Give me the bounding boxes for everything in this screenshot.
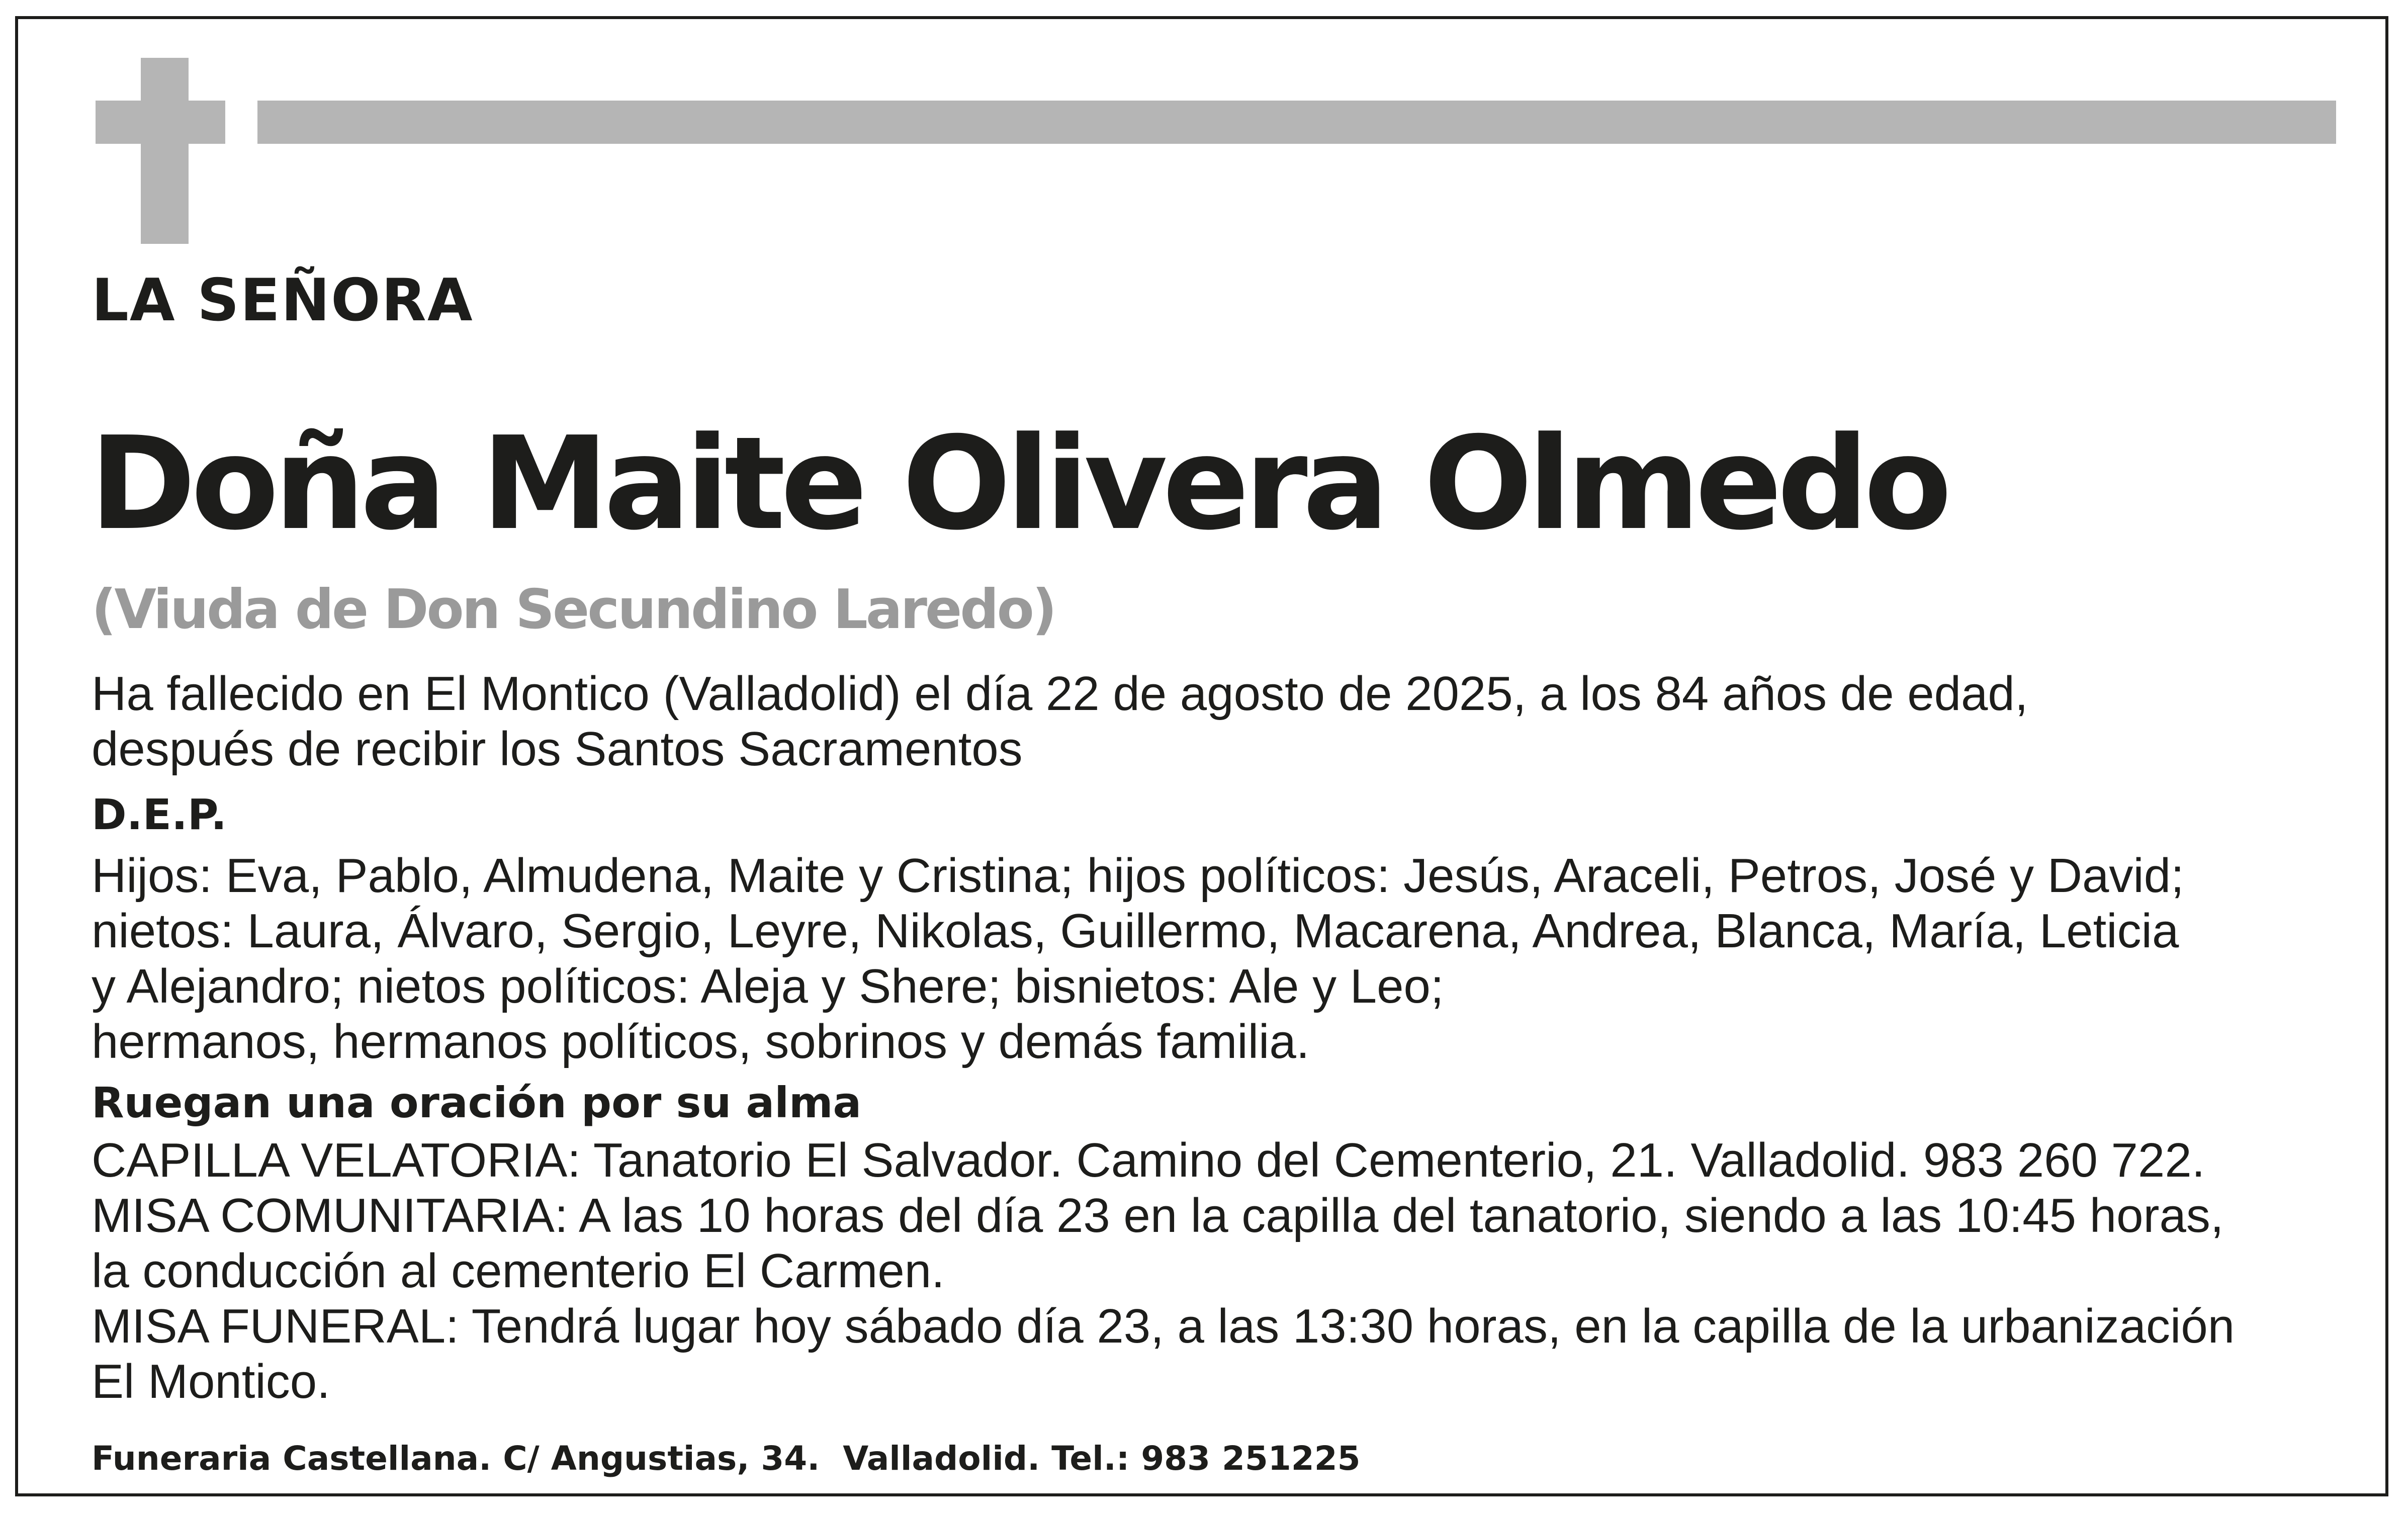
family-line: hermanos, hermanos políticos, sobrinos y demás familia. [92,1015,1310,1069]
services-line: la conducción al cementerio El Carmen. [92,1244,945,1298]
deceased-name: Doña Maite Olivera Olmedo [90,409,1947,559]
cross-icon [141,58,189,244]
dep-label: D.E.P. [92,790,227,839]
cross-icon-arm [96,101,225,144]
family-line: Hijos: Eva, Pablo, Almudena, Maite y Cristina; hijos políticos: Jesús, Araceli, Petros, José y David; [92,849,2184,903]
obituary-body [92,666,2344,1409]
obituary-content [90,266,2344,1408]
announcement [92,666,2344,777]
family-line: y Alejandro; nietos políticos: Aleja y Shere; bisnietos: Ale y Leo; [92,959,1444,1013]
pretitle: LA SEÑORA [92,266,474,334]
family-list [92,848,2344,1070]
services-line: MISA COMUNITARIA: A las 10 horas del día 23 en la capilla del tanatorio, siendo a las 10:45 horas, [92,1189,2224,1242]
services-line: El Montico. [92,1355,330,1408]
services-line: CAPILLA VELATORIA: Tanatorio El Salvador. Camino del Cementerio, 21. Valladolid. 983 260 722. [92,1133,2205,1187]
announcement-line: después de recibir los Santos Sacramentos [92,722,1023,776]
family-line: nietos: Laura, Álvaro, Sergio, Leyre, Nikolas, Guillermo, Macarena, Andrea, Blanca, María, Leticia [92,904,2179,958]
services-line: MISA FUNERAL: Tendrá lugar hoy sábado día 23, a las 13:30 horas, en la capilla de la urbanización [92,1299,2235,1353]
header-rule [257,101,2336,144]
prayer-request: Ruegan una oración por su alma [92,1078,862,1127]
widow-note: (Viuda de Don Secundino Laredo) [92,578,1055,641]
announcement-line: Ha fallecido en El Montico (Valladolid) el día 22 de agosto de 2025, a los 84 años de edad, [92,667,2028,721]
services-info [92,1133,2344,1409]
funeral-home-footer: Funeraria Castellana. C/ Angustias, 34. Valladolid. Tel.: 983 251225 [92,1439,1361,1478]
